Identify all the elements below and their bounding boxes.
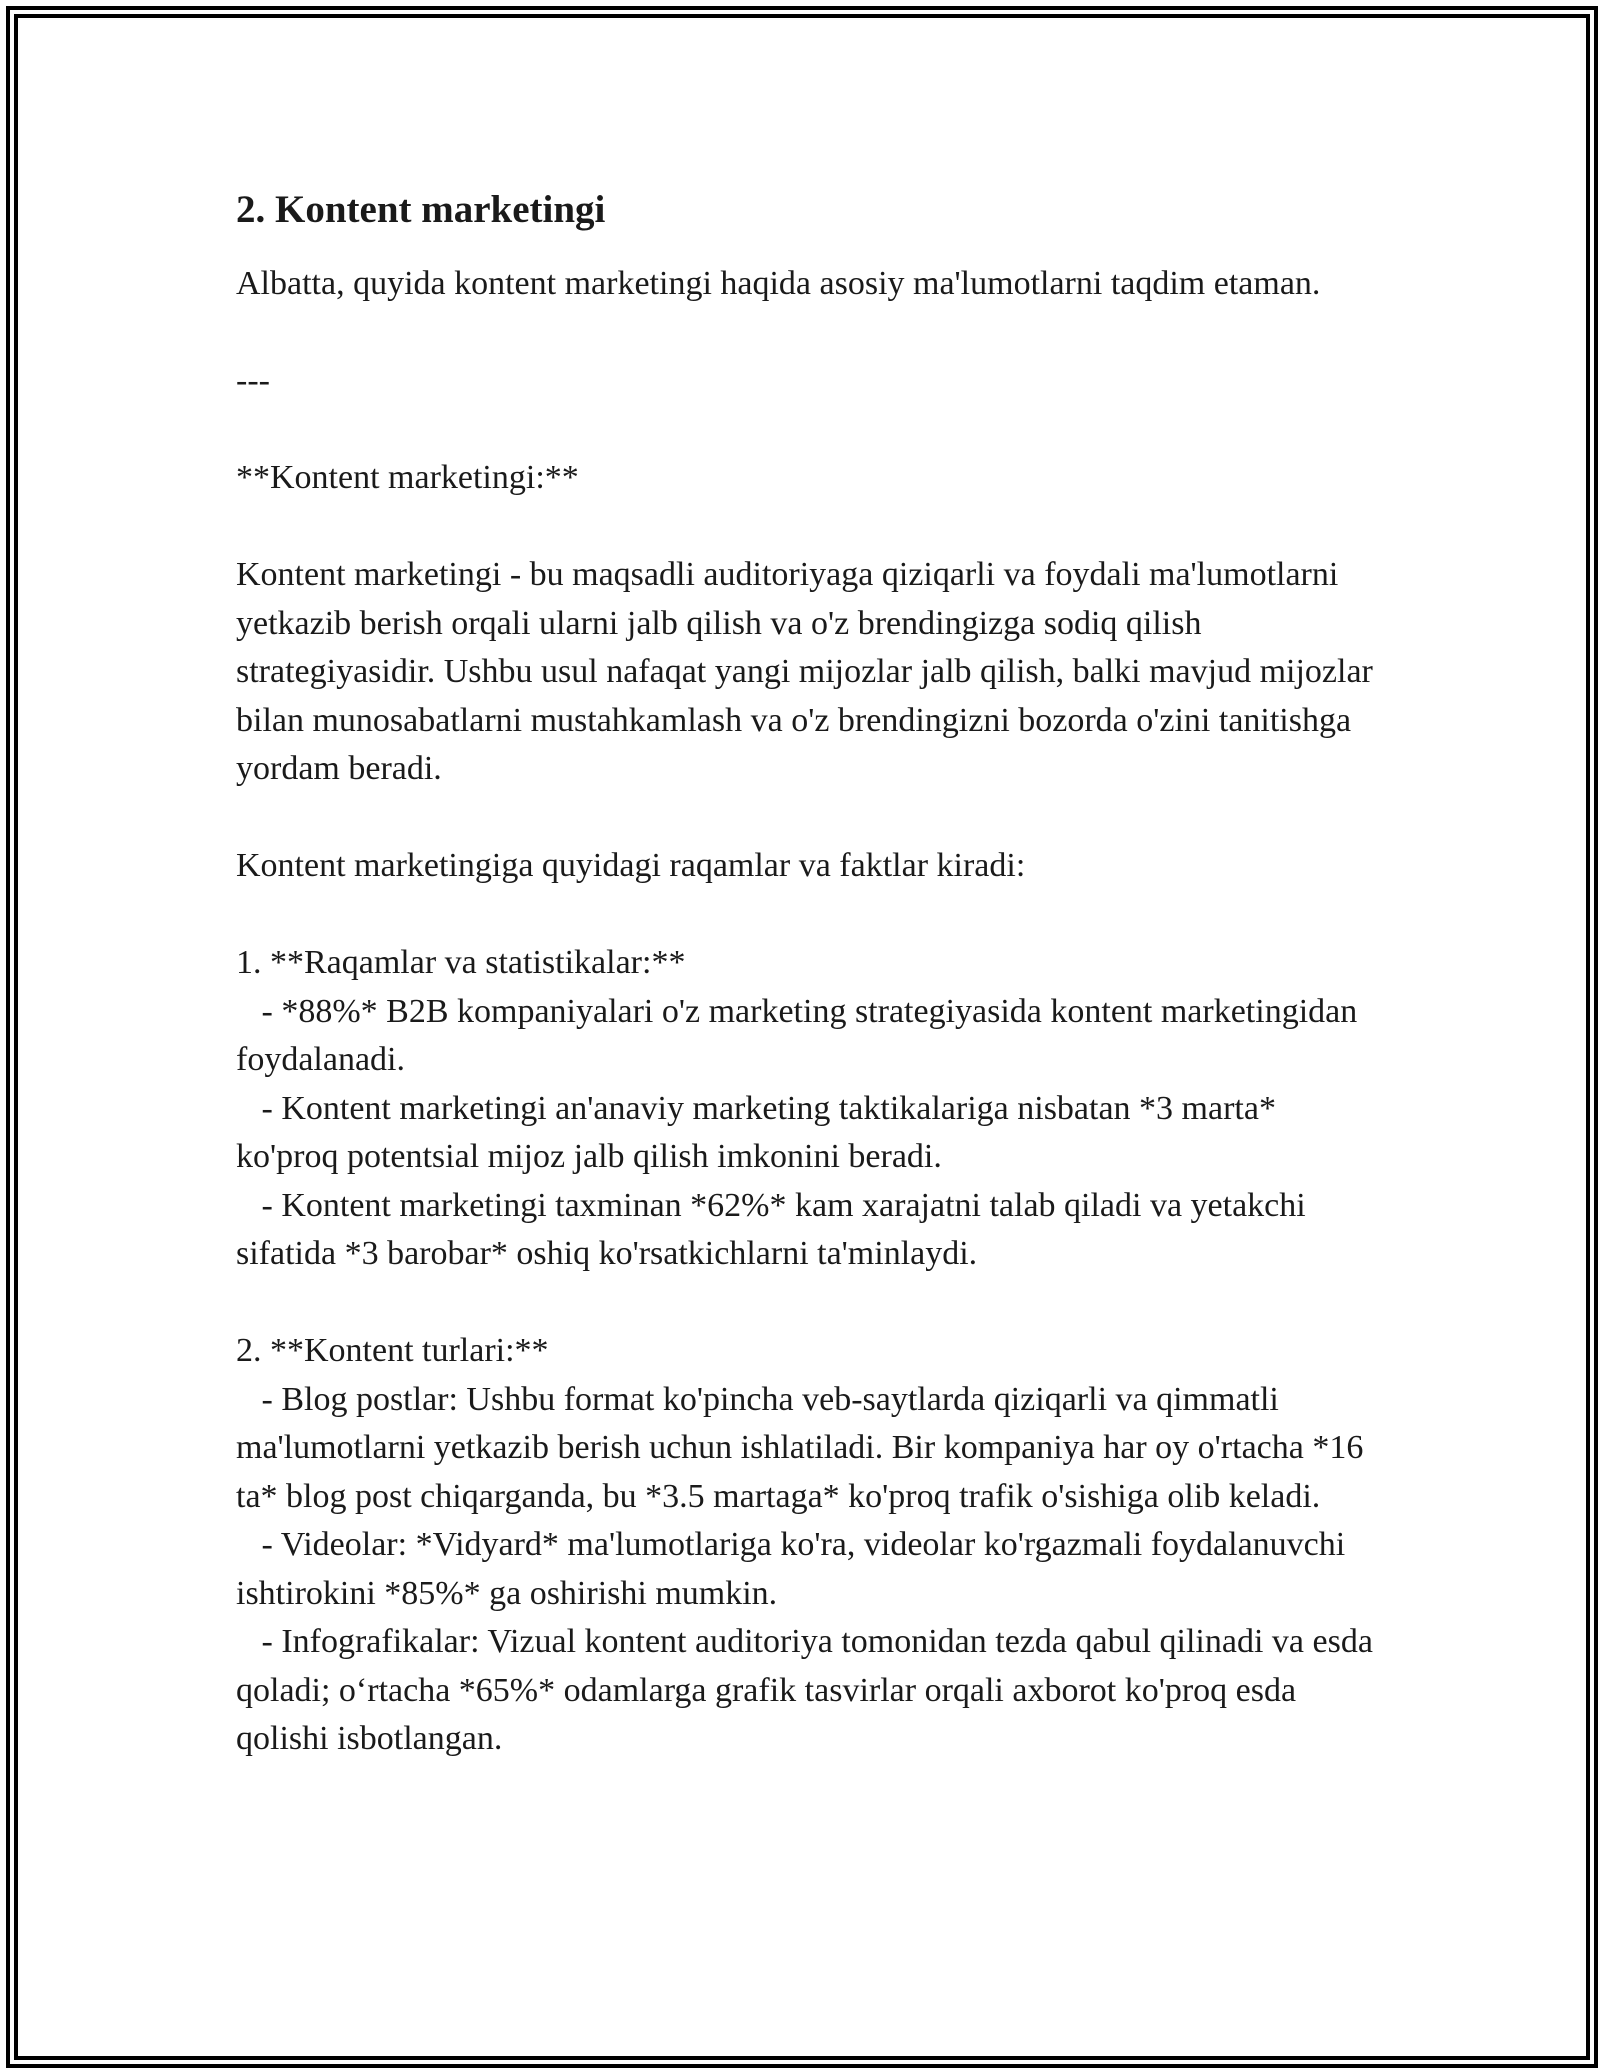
spacer <box>236 794 1376 843</box>
list-item: - Videolar: *Vidyard* ma'lumotlariga ko'ra, videolar ko'rgazmali foydalanuvchi ishtirokini *85%* ga oshirishi mumkin. <box>236 1526 1346 1612</box>
spacer <box>236 406 1376 455</box>
definition-paragraph: Kontent marketingi - bu maqsadli auditoriyaga qiziqarli va foydali ma'lumotlarni yetkazib berish orqali ularni jalb qilish va o'z brendingizga sodiq qilish strategiyasidir. Ushbu usul nafaqat yangi mijozlar jalb qilish, balki mavjud mijozlar bilan munosabatlarni mustahkamlash va o'z brendingizni bozorda o'zini tanitishga yordam beradi. <box>236 556 1373 787</box>
list-item: - *88%* B2B kompaniyalari o'z marketing strategiyasida kontent marketingidan foydalanadi. <box>236 992 1358 1078</box>
spacer <box>236 309 1376 358</box>
content-types-section-title: 2. **Kontent turlari:** <box>236 1332 549 1369</box>
spacer <box>236 503 1376 552</box>
document-body <box>236 186 1376 1764</box>
list-item: - Blog postlar: Ushbu format ko'pincha veb-saytlarda qiziqarli va qimmatli ma'lumotlarni yetkazib berish uchun ishlatiladi. Bir kompaniya har oy o'rtacha *16 ta* blog post chiqarganda, bu *3.5 martaga* ko'proq trafik o'sishiga olib keladi. <box>236 1380 1364 1515</box>
intro-paragraph: Albatta, quyida kontent marketingi haqida asosiy ma'lumotlarni taqdim etaman. <box>236 265 1321 302</box>
content-types-section <box>236 1327 1376 1764</box>
list-intro-paragraph: Kontent marketingiga quyidagi raqamlar va faktlar kiradi: <box>236 847 1026 884</box>
section-heading: 2. Kontent marketingi <box>236 188 606 231</box>
list-item: - Infografikalar: Vizual kontent auditoriya tomonidan tezda qabul qilinadi va esda qoladi; o‘rtacha *65%* odamlarga grafik tasvirlar orqali axborot ko'proq esda qolishi isbotlangan. <box>236 1623 1373 1757</box>
spacer <box>236 891 1376 940</box>
list-item: - Kontent marketingi taxminan *62%* kam xarajatni talab qiladi va yetakchi sifatida *3 barobar* oshiq ko'rsatkichlarni ta'minlaydi. <box>236 1186 1306 1272</box>
spacer <box>236 1279 1376 1328</box>
statistics-section <box>236 939 1376 1279</box>
list-item: - Kontent marketingi an'anaviy marketing taktikalariga nisbatan *3 marta* ko'proq potentsial mijoz jalb qilish imkonini beradi. <box>236 1089 1276 1175</box>
statistics-section-title: 1. **Raqamlar va statistikalar:** <box>236 944 686 981</box>
separator-line: --- <box>236 362 270 399</box>
subheading-text: **Kontent marketingi:** <box>236 459 579 496</box>
